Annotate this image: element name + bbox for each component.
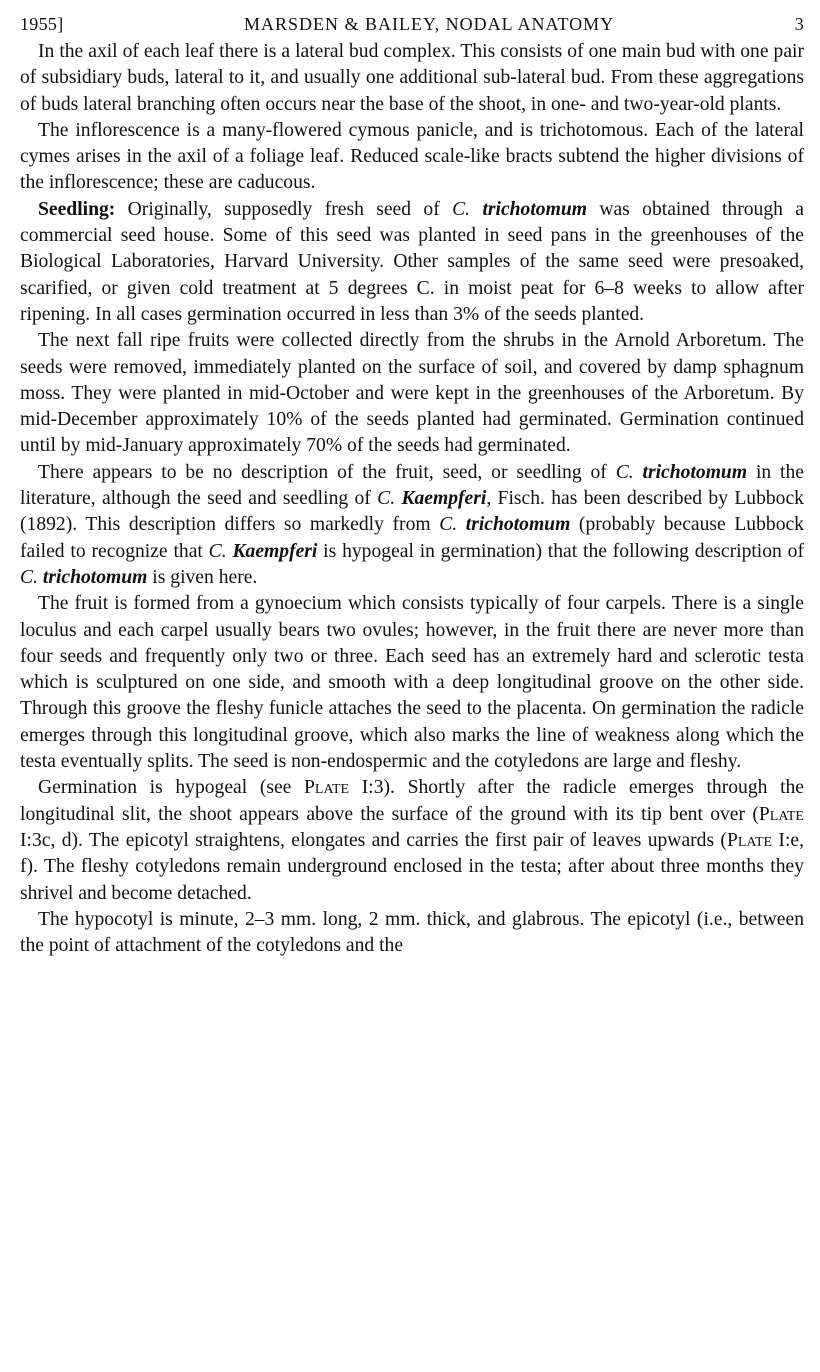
text-run: C. <box>615 461 643 483</box>
text-run: (probably because Lubbock failed to recognize that <box>20 514 804 562</box>
text-run: Germination is hypogeal (see <box>38 777 304 799</box>
text-run: C. <box>452 198 483 220</box>
paragraph <box>20 328 804 459</box>
paragraph <box>20 907 804 960</box>
text-run: Kaempferi <box>401 488 487 510</box>
paragraph <box>20 775 804 906</box>
text-run: The hypocotyl is minute, 2–3 mm. long, 2 mm. thick, and glabrous. The epicotyl (i.e., between the point of attachment of the cotyledons and the <box>20 908 804 957</box>
text-run: I:3). Shortly after the radicle emerges through the longitudinal slit, the shoot appears above the surface of the ground with its tip bent over ( <box>20 777 805 825</box>
section-runin-heading: Seedling: <box>38 198 116 220</box>
paragraph <box>20 118 804 197</box>
paragraph <box>20 197 804 328</box>
text-run: was obtained through a commercial seed house. Some of this seed was planted in seed pans in the greenhouses of the Biological Laboratories, Harvard University. Other samples of the same seed were presoaked, scarified, or given cold treatment at 5 degrees C. in moist peat for 6–8 weeks to allow after ripening. In all cases germination occurred in less than 3% of the seeds planted. <box>20 198 804 325</box>
text-run: trichotomum <box>42 566 148 588</box>
text-run: I:e, f). The fleshy cotyledons remain underground enclosed in the testa; after about three months they shrivel and become detached. <box>20 829 804 904</box>
text-run: C. <box>20 566 43 588</box>
text-run: , Fisch. has been described by Lubbock (1892). This description differs so markedly from <box>20 488 804 536</box>
text-run: is hypogeal in germination) that the following description of <box>317 540 804 562</box>
text-run: Plate <box>304 777 350 799</box>
text-run: trichotomum <box>482 198 587 220</box>
text-run: The next fall ripe fruits were collected directly from the shrubs in the Arnold Arboretum. The seeds were removed, immediately planted on the surface of soil, and covered by damp sphagnum moss. They were planted in mid-October and were kept in the greenhouses of the Arboretum. By mid-December approximately 10% of the seeds planted had germinated. Germination continued until by mid-January approximately 70% of the seeds had germinated. <box>20 330 804 457</box>
text-run: Originally, supposedly fresh seed of <box>115 198 453 220</box>
text-run: trichotomum <box>642 461 748 483</box>
header-year: 1955] <box>20 14 64 34</box>
header-title: MARSDEN & BAILEY, NODAL ANATOMY <box>244 14 615 34</box>
text-run: In the axil of each leaf there is a lateral bud complex. This consists of one main bud with one pair of subsidiary buds, lateral to it, and usually one additional sub-lateral bud. From these aggregations of buds lateral branching often occurs near the base of the shoot, in one- and two-year-old plants. <box>20 41 804 115</box>
running-head <box>20 14 804 35</box>
text-run: Plate <box>758 803 804 825</box>
text-run: in the literature, although the seed and seedling of <box>20 461 804 510</box>
text-run: The fruit is formed from a gynoecium which consists typically of four carpels. There is a single loculus and each carpel usually bears two ovules; however, in the fruit there are never more than four seeds and frequently only two or three. Each seed has an extremely hard and sclerotic testa which is sculptured on one side, and smooth with a deep longitudinal groove on the other side. Through this groove the fleshy funicle attaches the seed to the placenta. On germination the radicle emerges through this longitudinal groove, which also marks the line of weakness along which the testa eventually splits. The seed is non-endospermic and the cotyledons are large and fleshy. <box>20 593 804 773</box>
page-number: 3 <box>794 14 804 34</box>
paragraph <box>20 460 804 591</box>
paragraph <box>20 591 804 775</box>
text-run: C. <box>377 488 402 510</box>
text-run: Plate <box>726 829 773 851</box>
text-run: I:3c, d). The epicotyl straightens, elongates and carries the first pair of leaves upwards ( <box>20 829 727 851</box>
paragraph <box>20 39 804 118</box>
text-run: trichotomum <box>465 514 571 536</box>
text-run: C. <box>439 514 466 536</box>
text-run: Kaempferi <box>232 540 318 562</box>
body-text <box>20 39 804 959</box>
text-run: is given here. <box>147 566 258 588</box>
text-run: There appears to be no description of the fruit, seed, or seedling of <box>38 461 616 483</box>
text-run: The inflorescence is a many-flowered cymous panicle, and is trichotomous. Each of the lateral cymes arises in the axil of a foliage leaf. Reduced scale-like bracts subtend the higher divisions of the inflorescence; these are caducous. <box>20 119 804 194</box>
text-run: C. <box>208 540 233 562</box>
